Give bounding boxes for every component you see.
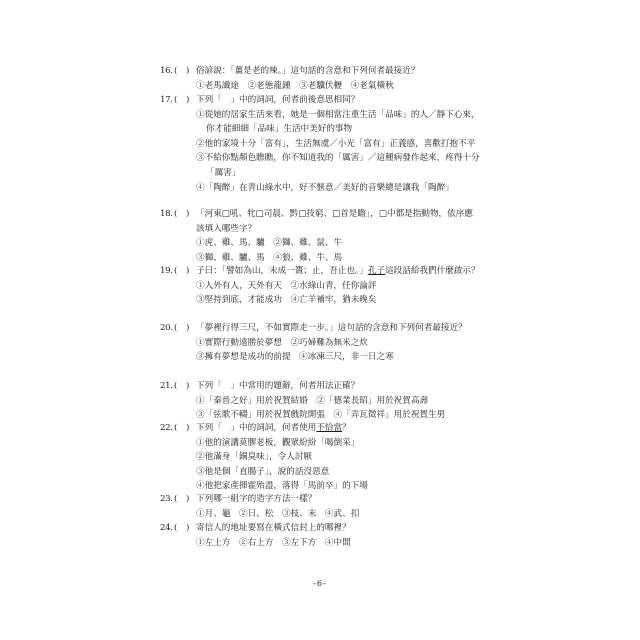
answer-blank: ( ) bbox=[174, 209, 190, 219]
option-row: ①「秦晉之好」用於祝賀結婚 ②「德業長昭」用於祝賀高壽 bbox=[196, 395, 429, 406]
question-22 bbox=[160, 421, 480, 494]
question-stem: 下列「 」中的詞詞，何者前後意思相同？ bbox=[196, 95, 360, 105]
option-4: ④「陶醉」在青山綠水中，好不愜意／美好的音樂總是讓我「陶醉」 bbox=[196, 182, 454, 193]
stem-text: 這段話給我們什麼啟示？ bbox=[385, 266, 480, 276]
option-2: ②他的家境十分「富有」，生活無虞／小光「富有」正義感，喜歡打抱不平 bbox=[196, 138, 476, 149]
question-stem: 「河東□吼、牝□司晨、黔□技窮、□首是瞻」，□中都是指動物，依序應該填入哪些字？ bbox=[196, 209, 473, 234]
option-1: ①他的演講莫膠老板，觀眾紛紛「喝倒采」 bbox=[196, 437, 360, 448]
stem-text: 子曰：「譬如為山，未成一簣；止，吾止也。」 bbox=[196, 266, 368, 276]
page-number: -6- bbox=[313, 579, 327, 588]
question-16 bbox=[160, 64, 480, 93]
option-row: ③「弦歌不輟」用於祝賀戲院開張 ④「弄瓦徵祥」用於祝賀生男 bbox=[196, 410, 446, 421]
option-row: ③堅持到底，才能成功 ④亡羊補牢，猶未晚矣 bbox=[196, 295, 377, 306]
question-number: 17. bbox=[160, 95, 173, 105]
options bbox=[196, 394, 480, 423]
question-number: 22. bbox=[160, 423, 173, 433]
answer-blank: ( ) bbox=[174, 266, 190, 276]
answer-blank: ( ) bbox=[174, 423, 190, 433]
answer-blank: ( ) bbox=[174, 494, 190, 504]
question-20 bbox=[160, 321, 480, 365]
answer-blank: ( ) bbox=[174, 523, 190, 533]
answer-blank: ( ) bbox=[174, 66, 190, 76]
option-row: ①虎、雞、馬、驢 ②獅、雞、鼠、牛 bbox=[196, 238, 343, 249]
question-number: 21. bbox=[160, 381, 173, 391]
question-number: 24. bbox=[160, 523, 173, 533]
options bbox=[196, 236, 480, 265]
question-stem: 下列「 」中常用的題辭，何者用法正確？ bbox=[196, 381, 360, 391]
question-stem bbox=[196, 264, 480, 279]
options bbox=[196, 436, 480, 494]
question-number: 19. bbox=[160, 266, 173, 276]
question-17 bbox=[160, 93, 480, 195]
option-4: ④他把家產揮霍殆盡，落得「馬前卒」的下場 bbox=[196, 481, 368, 492]
answer-blank: ( ) bbox=[174, 95, 190, 105]
question-21 bbox=[160, 379, 480, 423]
options bbox=[196, 108, 480, 196]
option-row: ①月、龜 ②日、松 ③枝、末 ④武、扣 bbox=[196, 508, 360, 519]
options bbox=[196, 336, 480, 365]
option-3: ③他是個「直腸子」，說的話沒惡意 bbox=[196, 466, 330, 477]
question-24 bbox=[160, 521, 480, 550]
option-row: ①老馬識途 ②老態龍鍾 ③老驥伏櫪 ④老氣橫秋 bbox=[196, 80, 394, 91]
options bbox=[196, 507, 480, 522]
options bbox=[196, 79, 480, 94]
option-row: ③獅、雞、驢、馬 ④狼、雞、牛、馬 bbox=[196, 252, 343, 263]
question-stem: 「夢裡行得三尺，不如實際走一步。」這句話的含意和下列何者最接近？ bbox=[196, 323, 467, 333]
stem-text: ？ bbox=[342, 423, 351, 433]
option-row: ①左上方 ②右上方 ③左下方 ④中間 bbox=[196, 537, 351, 548]
answer-blank: ( ) bbox=[174, 381, 190, 391]
option-row: ①人外有人，天外有天 ②水綠山青，任你論評 bbox=[196, 280, 377, 291]
underlined-phrase: 不恰當 bbox=[316, 423, 343, 433]
question-23 bbox=[160, 492, 480, 521]
question-stem: 俗諺說：「薑是老的辣。」這句話的含意和下列何者最接近？ bbox=[196, 66, 420, 76]
question-stem: 寄信人的地址要寫在橫式信封上的哪裡？ bbox=[196, 523, 351, 533]
question-19 bbox=[160, 264, 480, 308]
option-1: ①從她的居家生活來看，她是一個相當注重生活「品味」的人／靜下心來，你才能細細「品味」生活中美好的事物 bbox=[196, 109, 480, 135]
option-2: ②他滿身「銅臭味」，令人討厭 bbox=[196, 452, 313, 463]
question-number: 18. bbox=[160, 209, 173, 219]
options bbox=[196, 536, 480, 551]
option-3: ③不給你點顏色瞧瞧，你不知道我的「厲害」／這種病發作起來，疼得十分「厲害」 bbox=[196, 153, 480, 178]
underlined-name: 孔子 bbox=[367, 266, 386, 276]
answer-blank: ( ) bbox=[174, 323, 190, 333]
question-number: 20. bbox=[160, 323, 173, 333]
options bbox=[196, 279, 480, 308]
question-18 bbox=[160, 207, 480, 265]
question-number: 16. bbox=[160, 66, 173, 76]
question-stem: 下列哪一組字的造字方法一樣？ bbox=[196, 494, 317, 504]
option-row: ③擁有夢想是成功的前提 ④冰凍三尺，非一日之寒 bbox=[196, 352, 394, 363]
stem-text: 下列「 」中的詞詞，何者使用 bbox=[196, 423, 317, 433]
question-number: 23. bbox=[160, 494, 173, 504]
question-stem bbox=[196, 421, 480, 436]
option-row: ①實際行動遠勝於夢想 ②巧婦難為無米之炊 bbox=[196, 337, 368, 348]
